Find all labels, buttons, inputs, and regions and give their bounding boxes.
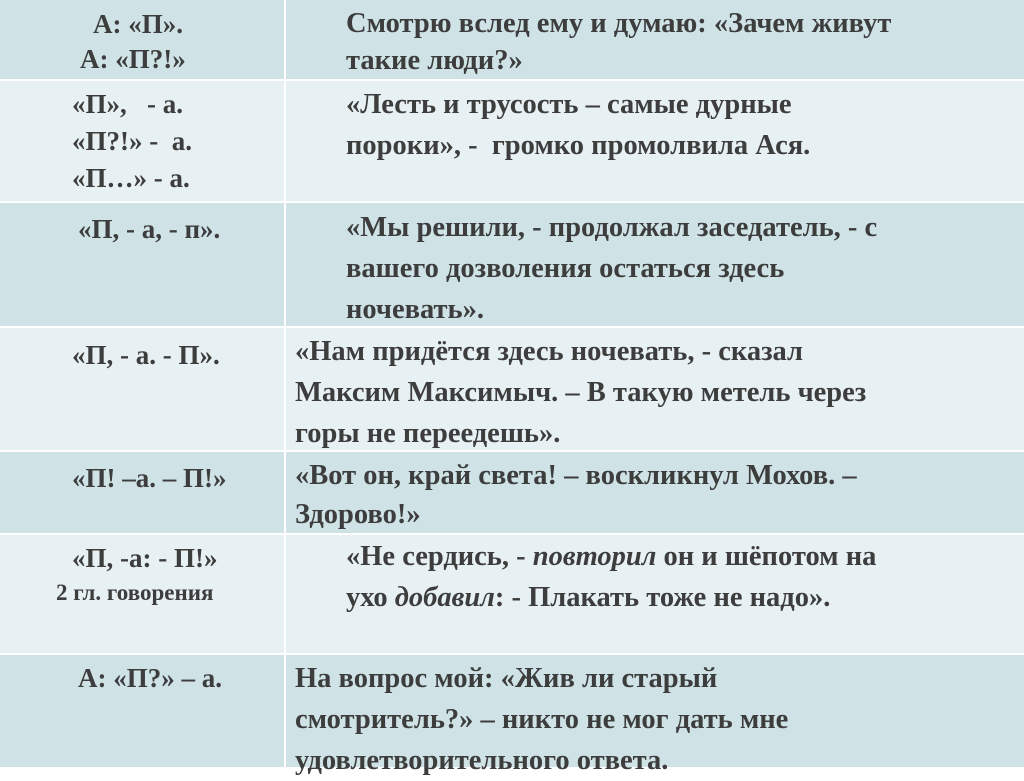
example-line: «Лесть и трусость – самые дурные — [346, 89, 792, 120]
table-row — [0, 452, 1024, 535]
example-line: горы не переедешь». — [295, 418, 561, 449]
example-line: «Мы решили, - продолжал заседатель, - с — [346, 212, 878, 243]
example-line: «Вот он, край света! – воскликнул Мохов. – — [295, 460, 857, 491]
table-row — [0, 203, 1024, 328]
example-line: На вопрос мой: «Жив ли старый — [295, 663, 718, 694]
example-line: «Нам придётся здесь ночевать, - сказал — [295, 336, 804, 367]
pattern-line: А: «П?» – а. — [78, 663, 222, 693]
table-row — [0, 535, 1024, 655]
pattern-line: «П?!» - а. — [72, 126, 192, 156]
speech-verb: повторил — [532, 541, 657, 572]
example-text: : - Плакать тоже не надо». — [494, 582, 831, 613]
pattern-cell — [0, 0, 286, 79]
pattern-cell — [0, 452, 286, 533]
example-text: «Не сердись, - — [346, 541, 533, 572]
example-text: ухо — [346, 582, 395, 613]
pattern-cell — [0, 81, 286, 201]
pattern-line: «П, -а: - П!» — [72, 543, 218, 573]
table-row — [0, 328, 1024, 452]
example-line: Смотрю вслед ему и думаю: «Зачем живут — [346, 8, 892, 39]
example-line: вашего дозволения остаться здесь — [346, 253, 785, 284]
pattern-line: А: «П». — [93, 9, 183, 39]
example-cell — [288, 328, 1024, 450]
example-line: ночевать». — [346, 294, 485, 325]
example-line: пороки», - громко промолвила Ася. — [346, 130, 811, 161]
example-line: Максим Максимыч. – В такую метель через — [295, 377, 867, 408]
example-line: удовлетворительного ответа. — [295, 745, 669, 776]
table-row — [0, 81, 1024, 203]
example-line: Здорово!» — [295, 499, 421, 530]
example-line — [346, 577, 830, 618]
example-line — [346, 536, 876, 577]
pattern-cell — [0, 655, 286, 767]
pattern-cell — [0, 535, 286, 653]
pattern-note: 2 гл. говорения — [56, 580, 214, 605]
example-text: он и шёпотом на — [656, 541, 877, 572]
example-line: такие люди?» — [346, 45, 523, 76]
example-cell — [288, 452, 1024, 533]
pattern-line: «П», - а. — [72, 89, 183, 119]
pattern-line: «П, - а, - п». — [78, 214, 221, 244]
table-row — [0, 0, 1024, 81]
pattern-line: «П! –а. – П!» — [72, 463, 227, 493]
table-row — [0, 655, 1024, 776]
pattern-line: А: «П?!» — [80, 44, 186, 74]
example-cell — [288, 655, 1024, 776]
pattern-cell — [0, 203, 286, 326]
pattern-line: «П…» - а. — [72, 163, 190, 193]
example-cell — [288, 535, 1024, 653]
example-cell — [288, 81, 1024, 201]
example-cell — [288, 203, 1024, 326]
pattern-line: «П, - а. - П». — [72, 340, 220, 370]
example-line: смотритель?» – никто не мог дать мне — [295, 704, 789, 735]
speech-verb: добавил — [394, 582, 495, 613]
pattern-cell — [0, 328, 286, 450]
example-cell — [288, 0, 1024, 79]
